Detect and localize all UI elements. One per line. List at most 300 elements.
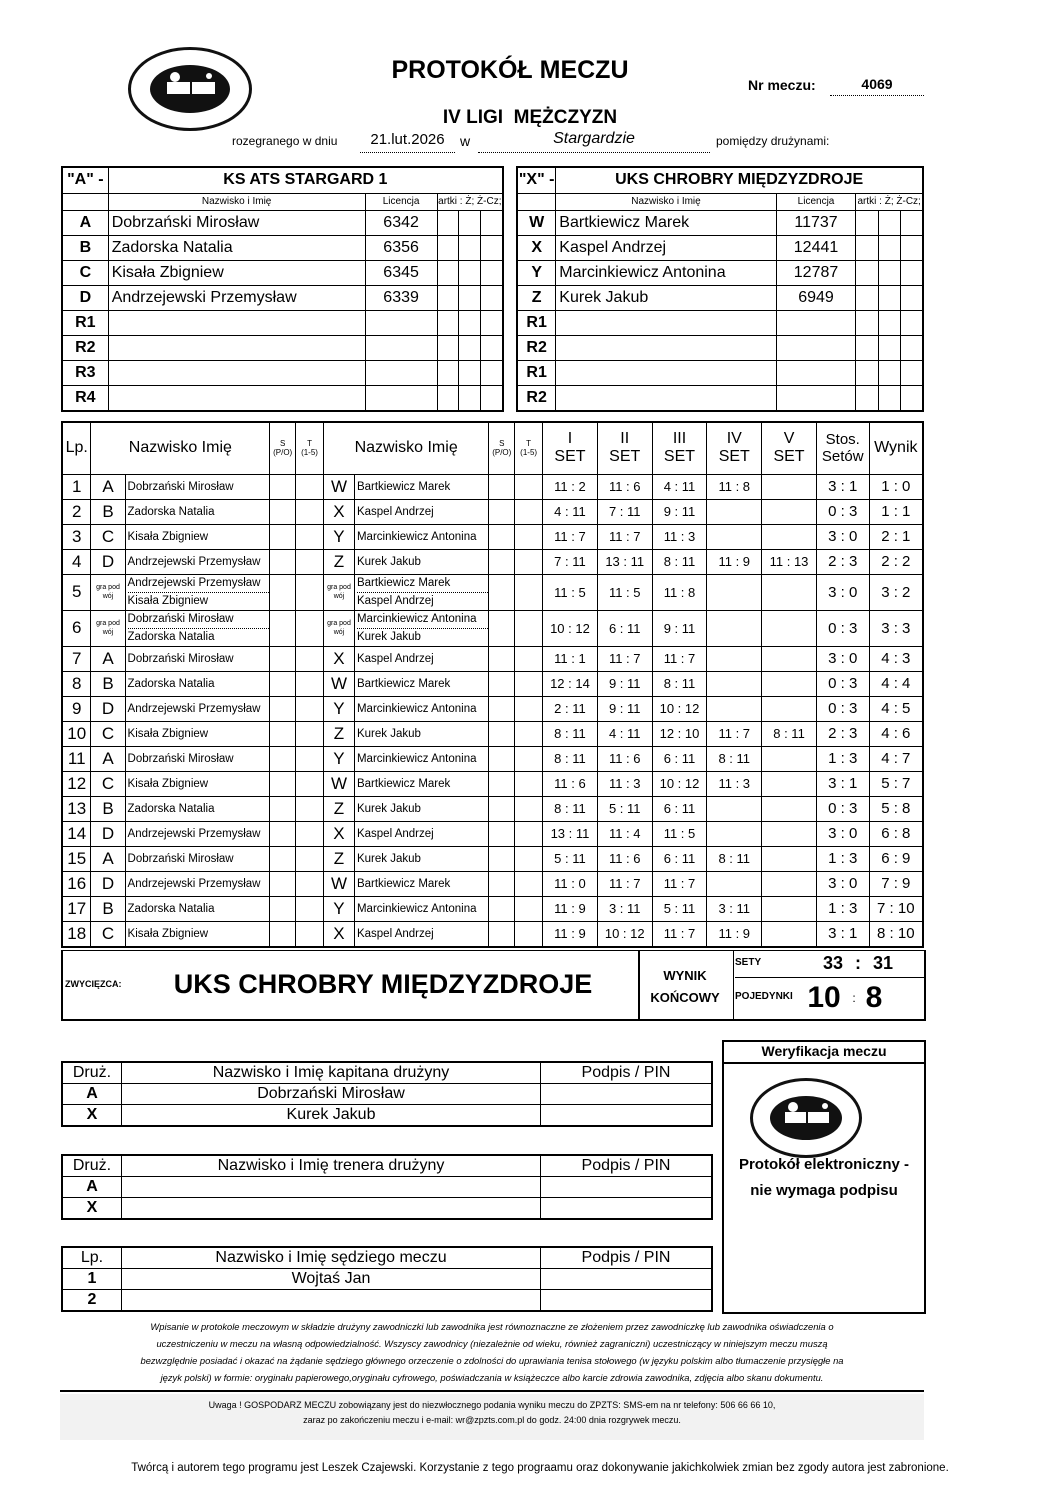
player-x-name: Kaspel Andrzej — [354, 646, 488, 671]
game-row — [62, 821, 923, 846]
timeout-x — [515, 671, 543, 696]
timeout-a — [296, 796, 324, 821]
set-score — [762, 524, 817, 549]
document-title: PROTOKÓŁ MECZU — [391, 56, 629, 84]
serve-a — [270, 896, 296, 921]
player-a-letter: A — [91, 746, 125, 771]
set-score — [762, 746, 817, 771]
set-score: 11 : 6 — [597, 474, 652, 499]
player-x-letter: W — [323, 771, 354, 796]
doubles-a-names: Dobrzański Mirosław Zadorska Natalia — [125, 610, 270, 646]
game-number: 1 — [62, 474, 91, 499]
col-set-3: III SET — [652, 422, 707, 474]
player-x-name: Bartkiewicz Marek — [354, 474, 488, 499]
player-a-name: Zadorska Natalia — [125, 671, 270, 696]
set-score — [707, 646, 762, 671]
serve-x — [489, 574, 515, 610]
card-yellow-red — [878, 310, 900, 335]
game-number: 14 — [62, 821, 91, 846]
doubles-x-names: Marcinkiewicz Antonina Kurek Jakub — [354, 610, 488, 646]
set-ratio: 3 : 0 — [816, 821, 869, 846]
timeout-x — [515, 746, 543, 771]
player-id: R1 — [62, 310, 108, 335]
player-id: R4 — [62, 385, 108, 411]
game-row — [62, 896, 923, 921]
team-a-name: KS ATS STARGARD 1 — [108, 167, 503, 193]
player-x-letter: X — [323, 821, 354, 846]
set-ratio: 3 : 1 — [816, 771, 869, 796]
running-result: 4 : 4 — [869, 671, 923, 696]
game-number: 13 — [62, 796, 91, 821]
card-red — [900, 335, 923, 360]
final-result-label: WYNIK KOŃCOWY — [650, 968, 720, 1005]
team_a-player-row — [62, 260, 503, 285]
set-score: 8 : 11 — [543, 746, 598, 771]
game-row — [62, 796, 923, 821]
doubles-marker: gra pod wój — [91, 574, 125, 610]
set-score: 11 : 9 — [543, 896, 598, 921]
set-score: 8 : 11 — [652, 671, 707, 696]
set-score — [707, 796, 762, 821]
set-score — [707, 671, 762, 696]
captain-sig-x[interactable] — [541, 1105, 713, 1127]
col-set-2: II SET — [597, 422, 652, 474]
card-yellow-red — [878, 335, 900, 360]
set-score: 11 : 0 — [543, 871, 598, 896]
running-result: 3 : 3 — [869, 610, 923, 646]
serve-x — [489, 499, 515, 524]
verification-title: Weryfikacja meczu — [724, 1042, 924, 1064]
timeout-a — [296, 921, 324, 947]
player-name — [556, 360, 776, 385]
timeout-a — [296, 696, 324, 721]
player-a-name: Kisała Zbigniew — [125, 771, 270, 796]
set-score — [762, 821, 817, 846]
player-x-name: Bartkiewicz Marek — [354, 671, 488, 696]
player-a-name: Zadorska Natalia — [125, 796, 270, 821]
card-yellow-red — [878, 285, 900, 310]
set-score: 3 : 11 — [707, 896, 762, 921]
card-yellow — [856, 285, 878, 310]
team_a-player-row — [62, 335, 503, 360]
timeout-x — [515, 696, 543, 721]
player-x-letter: X — [323, 499, 354, 524]
game-row — [62, 474, 923, 499]
set-score: 6 : 11 — [652, 796, 707, 821]
timeout-x — [515, 646, 543, 671]
col-set-1: I SET — [543, 422, 598, 474]
player-license: 6356 — [365, 235, 437, 260]
match-number: 4069 — [830, 76, 924, 96]
team_x-player-row — [517, 385, 923, 411]
set-ratio: 3 : 0 — [816, 574, 869, 610]
timeout-a — [296, 771, 324, 796]
doubles-x-names: Bartkiewicz Marek Kaspel Andrzej — [354, 574, 488, 610]
card-red — [481, 285, 503, 310]
set-score — [762, 574, 817, 610]
referees-col-sig: Podpis / PIN — [541, 1247, 713, 1269]
player-id: X — [517, 235, 556, 260]
player-name: Kisała Zbigniew — [108, 260, 365, 285]
team_a-player-row — [62, 310, 503, 335]
timeout-x — [515, 499, 543, 524]
set-score — [762, 921, 817, 947]
serve-x — [489, 721, 515, 746]
card-yellow — [856, 210, 878, 235]
serve-a — [270, 821, 296, 846]
timeout-a — [296, 846, 324, 871]
winner-label: ZWYCIĘZCA: — [65, 979, 122, 989]
set-score: 4 : 11 — [597, 721, 652, 746]
set-score — [707, 610, 762, 646]
player-a-letter: C — [91, 771, 125, 796]
card-red — [900, 360, 923, 385]
set-score: 11 : 7 — [543, 524, 598, 549]
team-x-name: UKS CHROBRY MIĘDZYZDROJE — [556, 167, 923, 193]
set-score — [762, 796, 817, 821]
set-score: 5 : 11 — [543, 846, 598, 871]
set-score: 11 : 5 — [652, 821, 707, 846]
team_a-player-row — [62, 385, 503, 411]
game-row — [62, 846, 923, 871]
player-x-name: Kaspel Andrzej — [354, 499, 488, 524]
card-red — [481, 310, 503, 335]
legal-note: Wpisanie w protokole meczowym w składzie drużyny zawodniczki lub zawodnika jest równoznaczne ze złożeniem przez zawodniczkę lub zawodnika oświadczenia o uczestniczeniu w meczu na własną odpowiedzialność. Wszyscy zawodnicy (niezależnie od wieku, również zagraniczni) uczestniczący w niniejszym meczu muszą bezwzględnie posiadać i okazać na żądanie sędziego głównego orzeczenie o zdolności do uprawiania tenisa stołowego (w języku polskim albo tłumaczenie przysięgłe na język polski) w formie: oryginału papierowego,oryginału cyfrowego, poświadczania w książeczce albo karcie zdrowia zawodnika, zdjęcia albo skanu dokumentu. — [140, 1321, 844, 1383]
player-x-letter: Z — [323, 721, 354, 746]
coach-name-a — [122, 1177, 541, 1198]
set-score — [762, 671, 817, 696]
serve-a — [270, 846, 296, 871]
player-license — [365, 385, 437, 411]
card-yellow-red — [459, 285, 481, 310]
set-score — [707, 524, 762, 549]
set-ratio: 1 : 3 — [816, 896, 869, 921]
player-a-letter: B — [91, 896, 125, 921]
set-score: 11 : 9 — [543, 921, 598, 947]
card-yellow — [856, 360, 878, 385]
set-score: 9 : 11 — [597, 696, 652, 721]
set-score: 2 : 11 — [543, 696, 598, 721]
set-score — [707, 696, 762, 721]
timeout-x — [515, 610, 543, 646]
captain-name-a: Dobrzański Mirosław — [122, 1084, 541, 1105]
sets-a: 33 — [822, 953, 844, 973]
timeout-a — [296, 574, 324, 610]
player-name: Marcinkiewicz Antonina — [556, 260, 776, 285]
card-yellow-red — [878, 235, 900, 260]
player-x-name: Bartkiewicz Marek — [354, 771, 488, 796]
referee-lp-2: 2 — [62, 1290, 122, 1312]
in-label: w — [460, 133, 471, 149]
set-score — [762, 646, 817, 671]
team_a-player-row — [62, 360, 503, 385]
timeout-x — [515, 821, 543, 846]
set-score: 11 : 3 — [652, 524, 707, 549]
sets-colon: : — [855, 953, 861, 973]
captain-sig-a[interactable] — [541, 1084, 713, 1105]
timeout-a — [296, 821, 324, 846]
duels-colon: : — [852, 991, 856, 1005]
player-a-letter: C — [91, 524, 125, 549]
timeout-a — [296, 871, 324, 896]
set-score — [707, 574, 762, 610]
set-score: 10 : 12 — [652, 696, 707, 721]
set-score: 6 : 11 — [652, 846, 707, 871]
player-x-name: Marcinkiewicz Antonina — [354, 696, 488, 721]
player-license: 12787 — [776, 260, 856, 285]
col-lp: Lp. — [62, 422, 91, 474]
set-score — [762, 871, 817, 896]
player-id: R3 — [62, 360, 108, 385]
timeout-x — [515, 574, 543, 610]
timeout-x — [515, 796, 543, 821]
col-t-a: T (1-5) — [296, 422, 324, 474]
captains-col-sig: Podpis / PIN — [541, 1062, 713, 1084]
set-score — [762, 846, 817, 871]
col-name-a: Nazwisko Imię — [91, 422, 270, 474]
col-set-5: V SET — [762, 422, 817, 474]
serve-a — [270, 610, 296, 646]
captains-table — [61, 1061, 713, 1127]
game-row — [62, 549, 923, 574]
set-score: 8 : 11 — [707, 746, 762, 771]
set-score: 11 : 7 — [707, 721, 762, 746]
set-score: 11 : 9 — [707, 921, 762, 947]
player-license — [365, 310, 437, 335]
game-number: 2 — [62, 499, 91, 524]
card-yellow — [437, 285, 459, 310]
timeout-a — [296, 671, 324, 696]
game-row — [62, 671, 923, 696]
player-license — [776, 385, 856, 411]
game-number: 9 — [62, 696, 91, 721]
player-id: W — [517, 210, 556, 235]
team_x-player-row — [517, 360, 923, 385]
timeout-a — [296, 524, 324, 549]
running-result: 5 : 7 — [869, 771, 923, 796]
card-red — [900, 260, 923, 285]
winner-name: UKS CHROBRY MIĘDZYZDROJE — [173, 969, 593, 999]
player-license: 11737 — [776, 210, 856, 235]
referees-col-lp: Lp. — [62, 1247, 122, 1269]
set-score: 5 : 11 — [652, 896, 707, 921]
match-date: 21.lut.2026 — [360, 131, 455, 153]
player-a-letter: A — [91, 646, 125, 671]
match-number-label: Nr meczu: — [748, 77, 816, 93]
timeout-a — [296, 746, 324, 771]
player-name: Kurek Jakub — [556, 285, 776, 310]
player-id: R1 — [517, 360, 556, 385]
player-a-name: Andrzejewski Przemysław — [125, 871, 270, 896]
team_a-player-row — [62, 235, 503, 260]
player-a-letter: B — [91, 499, 125, 524]
col-set-4: IV SET — [707, 422, 762, 474]
set-ratio: 0 : 3 — [816, 796, 869, 821]
player-x-letter: X — [323, 921, 354, 947]
timeout-a — [296, 896, 324, 921]
player-id: B — [62, 235, 108, 260]
player-a-letter: B — [91, 796, 125, 821]
card-yellow — [437, 260, 459, 285]
player-name: Andrzejewski Przemysław — [108, 285, 365, 310]
set-score — [762, 610, 817, 646]
set-score — [762, 474, 817, 499]
serve-x — [489, 671, 515, 696]
referees-table — [61, 1246, 713, 1312]
team-x-col-cards: artki : Ż; Ż-Cz; — [856, 193, 923, 210]
set-score: 11 : 9 — [707, 549, 762, 574]
set-score — [707, 871, 762, 896]
set-score — [762, 696, 817, 721]
referee-lp-1: 1 — [62, 1269, 122, 1290]
team-a-code: "A" - — [62, 167, 108, 193]
player-name — [108, 360, 365, 385]
set-score: 9 : 11 — [652, 499, 707, 524]
set-score: 10 : 12 — [652, 771, 707, 796]
card-yellow — [856, 335, 878, 360]
player-x-name: Marcinkiewicz Antonina — [354, 524, 488, 549]
player-name — [108, 385, 365, 411]
set-score: 11 : 7 — [597, 524, 652, 549]
player-x-letter: W — [323, 671, 354, 696]
team-a-col-license: Licencja — [365, 193, 437, 210]
player-license — [776, 360, 856, 385]
team-x-table — [516, 166, 924, 412]
played-label: rozegranego w dniu — [232, 134, 338, 148]
card-yellow — [856, 385, 878, 411]
card-yellow-red — [459, 210, 481, 235]
serve-a — [270, 574, 296, 610]
player-a-letter: C — [91, 921, 125, 947]
player-name: Kaspel Andrzej — [556, 235, 776, 260]
coach-sig-a[interactable] — [541, 1177, 713, 1198]
running-result: 3 : 2 — [869, 574, 923, 610]
set-score — [707, 499, 762, 524]
set-score: 8 : 11 — [707, 846, 762, 871]
coach-sig-x[interactable] — [541, 1198, 713, 1220]
team_x-player-row — [517, 310, 923, 335]
player-license: 6339 — [365, 285, 437, 310]
player-license: 12441 — [776, 235, 856, 260]
player-x-name: Marcinkiewicz Antonina — [354, 746, 488, 771]
between-label: pomiędzy drużynami: — [716, 134, 830, 148]
player-a-name: Andrzejewski Przemysław — [125, 821, 270, 846]
player-x-name: Kaspel Andrzej — [354, 821, 488, 846]
player-x-name: Bartkiewicz Marek — [354, 871, 488, 896]
player-a-name: Kisała Zbigniew — [125, 524, 270, 549]
player-a-letter: C — [91, 721, 125, 746]
player-a-letter: D — [91, 871, 125, 896]
game-row — [62, 524, 923, 549]
running-result: 7 : 10 — [869, 896, 923, 921]
card-yellow — [856, 260, 878, 285]
running-result: 6 : 9 — [869, 846, 923, 871]
set-score: 11 : 7 — [597, 871, 652, 896]
coaches-col-team: Druż. — [62, 1155, 122, 1177]
team_x-player-row — [517, 260, 923, 285]
games-table — [61, 421, 924, 948]
game-number: 6 — [62, 610, 91, 646]
player-a-letter: D — [91, 696, 125, 721]
player-x-letter: Y — [323, 524, 354, 549]
coach-team-x: X — [62, 1198, 122, 1220]
player-a-name: Andrzejewski Przemysław — [125, 696, 270, 721]
game-number: 8 — [62, 671, 91, 696]
referee-sig-2[interactable] — [541, 1290, 713, 1312]
timeout-x — [515, 771, 543, 796]
running-result: 1 : 1 — [869, 499, 923, 524]
game-number: 12 — [62, 771, 91, 796]
team-x-col-name: Nazwisko i Imię — [556, 193, 776, 210]
card-yellow-red — [878, 260, 900, 285]
set-score: 12 : 14 — [543, 671, 598, 696]
set-score: 13 : 11 — [543, 821, 598, 846]
game-row — [62, 574, 923, 610]
card-yellow-red — [459, 335, 481, 360]
set-score: 8 : 11 — [652, 549, 707, 574]
doubles-marker: gra pod wój — [323, 574, 354, 610]
card-yellow — [437, 335, 459, 360]
player-x-name: Kaspel Andrzej — [354, 921, 488, 947]
captain-team-x: X — [62, 1105, 122, 1127]
player-x-letter: Z — [323, 796, 354, 821]
card-red — [900, 210, 923, 235]
set-score: 8 : 11 — [543, 721, 598, 746]
set-score: 11 : 7 — [652, 871, 707, 896]
card-yellow-red — [459, 385, 481, 411]
card-red — [481, 360, 503, 385]
player-a-name: Zadorska Natalia — [125, 499, 270, 524]
card-yellow-red — [878, 360, 900, 385]
card-red — [481, 335, 503, 360]
card-red — [481, 235, 503, 260]
timeout-a — [296, 549, 324, 574]
card-red — [481, 210, 503, 235]
player-x-letter: Y — [323, 746, 354, 771]
serve-a — [270, 646, 296, 671]
set-score: 8 : 11 — [543, 796, 598, 821]
coach-team-a: A — [62, 1177, 122, 1198]
sets-label: SETY — [735, 957, 762, 968]
referee-name-1: Wojtaś Jan — [122, 1269, 541, 1290]
game-row — [62, 646, 923, 671]
serve-x — [489, 846, 515, 871]
set-score: 11 : 7 — [597, 646, 652, 671]
set-ratio: 3 : 1 — [816, 474, 869, 499]
set-score: 7 : 11 — [543, 549, 598, 574]
player-a-name: Dobrzański Mirosław — [125, 646, 270, 671]
set-ratio: 3 : 0 — [816, 871, 869, 896]
set-score: 12 : 10 — [652, 721, 707, 746]
set-ratio: 3 : 0 — [816, 524, 869, 549]
coaches-col-name: Nazwisko i Imię trenera drużyny — [122, 1155, 541, 1177]
set-score: 11 : 1 — [543, 646, 598, 671]
referee-sig-1[interactable] — [541, 1269, 713, 1290]
serve-a — [270, 771, 296, 796]
timeout-a — [296, 499, 324, 524]
team_a-player-row — [62, 210, 503, 235]
doubles-marker: gra pod wój — [323, 610, 354, 646]
card-yellow-red — [459, 235, 481, 260]
col-s-x: S (P/O) — [489, 422, 515, 474]
serve-a — [270, 549, 296, 574]
timeout-x — [515, 871, 543, 896]
coaches-col-sig: Podpis / PIN — [541, 1155, 713, 1177]
col-s-a: S (P/O) — [270, 422, 296, 474]
game-row — [62, 771, 923, 796]
author-footer: Twórcą i autorem tego programu jest Leszek Czajewski. Korzystanie z tego prograamu oraz dokonywanie jakichkolwiek zmian bez zgody autora jest zabronione. — [131, 1462, 949, 1474]
running-result: 4 : 3 — [869, 646, 923, 671]
